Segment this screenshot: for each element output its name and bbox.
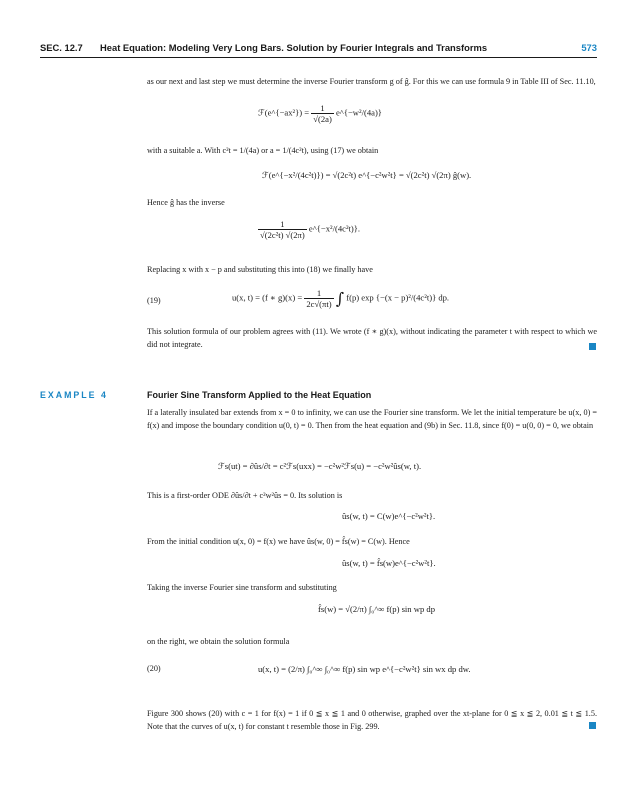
paragraph-1: as our next and last step we must determine the inverse Fourier transform g of ĝ. For this we can use formula 9 in Table III of Sec. 11.10, [147,77,596,86]
equation-19-lhs: u(x, t) = (f ∗ g)(x) = [232,292,303,303]
paragraph-5: This solution formula of our problem agrees with (11). We wrote (f ∗ g)(x), without indicating the parameter t with respect to which we did not integrate. [147,327,597,349]
section-number: SEC. 12.7 [40,42,83,53]
paragraph-4: Replacing x with x − p and substituting this into (18) we finally have [147,265,373,274]
section-title: Heat Equation: Modeling Very Long Bars. Solution by Fourier Integrals and Transforms [100,42,488,53]
paragraph-3: Hence ĝ has the inverse [147,198,225,207]
equation-19-rhs: f(p) exp {−(x − p)²/(4c²t)} dp. [346,292,450,303]
equation-4: ℱs(ut) = ∂ûs/∂t = c²ℱs(uxx) = −c²w²ℱs(u) = −c²w²ûs(w, t). [218,461,422,471]
equation-1-lhs: ℱ(e^{−ax²}) = [258,107,310,118]
end-of-example-icon-2 [589,722,596,729]
equation-1-rhs: e^{−w²/(4a)} [335,107,382,118]
equation-1-numerator: 1 [311,103,334,114]
equation-19-fraction [304,288,333,309]
equation-1-denominator: √(2a) [313,114,332,124]
equation-7: f̂s(w) = √(2/π) ∫₀^∞ f(p) sin wp dp [318,604,436,614]
paragraph-6: If a laterally insulated bar extends from x = 0 to infinity, we can use the Fourier sine transform. We let the initial temperature be u(x, 0) = f(x) and impose the boundary condition u(0, t) = 0. Then from the heat equation and (9b) in Sec. 11.8, since f(0) = u(0, 0) = 0, we obtain [147,408,597,430]
equation-3-numerator: 1 [258,219,307,230]
integral-sign-icon: ∫ [335,289,345,308]
page-number: 573 [581,42,597,53]
paragraph-11: Figure 300 shows (20) with c = 1 for f(x) = 1 if 0 ≦ x ≦ 1 and 0 otherwise, graphed over the xt-plane for 0 ≦ x ≦ 2, 0.01 ≦ t ≦ 1.5. Note that the curves of u(x, t) for constant t resemble those in Fig. 299. [147,709,597,731]
equation-3 [258,219,360,240]
equation-20: u(x, t) = (2/π) ∫₀^∞ ∫₀^∞ f(p) sin wp e^{−c²w²t} sin wx dp dw. [258,664,471,674]
equation-19 [232,288,449,309]
equation-2: ℱ(e^{−x²/(4c²t)}) = √(2c²t) e^{−c²w²t} = √(2c²t) √(2π) ĝ(w). [262,170,472,180]
equation-20-number: (20) [147,664,161,673]
equation-19-denominator: 2c√(πt) [306,299,332,309]
running-header [40,40,597,58]
equation-1 [258,103,382,124]
equation-5: ûs(w, t) = C(w)e^{−c²w²t}. [342,511,436,521]
example-label: EXAMPLE 4 [40,390,108,400]
end-of-example-icon [589,343,596,350]
equation-3-fraction [258,219,307,240]
equation-19-number: (19) [147,296,161,305]
equation-6: ûs(w, t) = f̂s(w)e^{−c²w²t}. [342,558,436,568]
equation-19-numerator: 1 [304,288,333,299]
header-rule [40,57,597,58]
equation-1-fraction [311,103,334,124]
paragraph-9: Taking the inverse Fourier sine transform and substituting [147,583,337,592]
example-title: Fourier Sine Transform Applied to the Heat Equation [147,390,372,400]
equation-3-denominator: √(2c²t) √(2π) [260,230,305,240]
paragraph-7: This is a first-order ODE ∂ûs/∂t + c²w²ûs = 0. Its solution is [147,491,343,500]
paragraph-8: From the initial condition u(x, 0) = f(x) we have ûs(w, 0) = f̂s(w) = C(w). Hence [147,537,410,546]
equation-3-rhs: e^{−x²/(4c²t)}. [308,223,361,234]
paragraph-2: with a suitable a. With c²t = 1/(4a) or a = 1/(4c²t), using (17) we obtain [147,146,379,155]
paragraph-10: on the right, we obtain the solution formula [147,637,290,646]
